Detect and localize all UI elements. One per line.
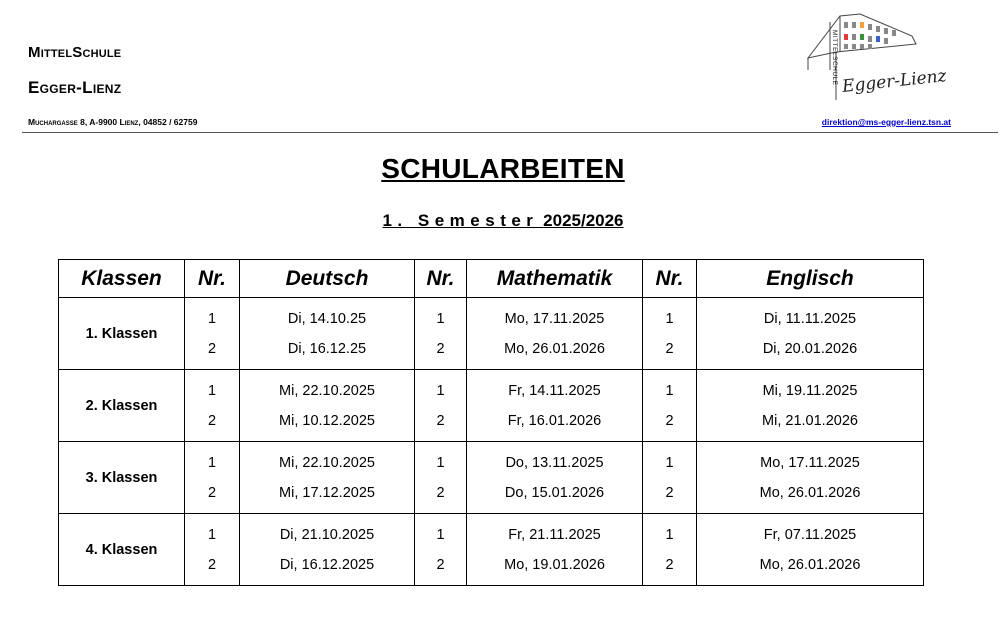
- deutsch-cell: Mi, 22.10.2025 Mi, 10.12.2025: [240, 370, 415, 442]
- school-year: 2025/2026: [543, 211, 624, 230]
- header-deutsch: Deutsch: [240, 260, 415, 298]
- nr-cell: 1 2: [185, 514, 240, 586]
- header-nr: Nr.: [643, 260, 697, 298]
- table-row: [59, 370, 924, 442]
- table-header-row: [59, 260, 924, 298]
- klasse-cell: 4. Klassen: [59, 514, 185, 586]
- header-divider: [22, 132, 998, 133]
- deutsch-cell: Mi, 22.10.2025 Mi, 17.12.2025: [240, 442, 415, 514]
- page-subtitle: [0, 211, 1006, 231]
- mathematik-cell: Fr, 14.11.2025 Fr, 16.01.2026: [467, 370, 643, 442]
- header-nr: Nr.: [185, 260, 240, 298]
- nr-cell: 1 2: [643, 298, 697, 370]
- englisch-cell: Di, 11.11.2025 Di, 20.01.2026: [697, 298, 924, 370]
- englisch-cell: Fr, 07.11.2025 Mo, 26.01.2026: [697, 514, 924, 586]
- nr-cell: 1 2: [643, 514, 697, 586]
- logo-side-text: MITTELSCHULE: [831, 30, 838, 86]
- mathematik-cell: Mo, 17.11.2025 Mo, 26.01.2026: [467, 298, 643, 370]
- nr-cell: 1 2: [415, 298, 467, 370]
- table-row: [59, 442, 924, 514]
- header-englisch: Englisch: [697, 260, 924, 298]
- school-name-line2: Egger-Lienz: [28, 78, 122, 97]
- klasse-cell: 3. Klassen: [59, 442, 185, 514]
- nr-cell: 1 2: [185, 298, 240, 370]
- page-title: SCHULARBEITEN: [381, 153, 625, 184]
- semester-label: 1. Semester: [382, 211, 539, 230]
- header-mathematik: Mathematik: [467, 260, 643, 298]
- mathematik-cell: Do, 13.11.2025 Do, 15.01.2026: [467, 442, 643, 514]
- table-row: [59, 514, 924, 586]
- mathematik-cell: Fr, 21.11.2025 Mo, 19.01.2026: [467, 514, 643, 586]
- nr-cell: 1 2: [643, 442, 697, 514]
- nr-cell: 1 2: [185, 442, 240, 514]
- logo-signature: Egger-Lienz: [841, 66, 948, 97]
- klasse-cell: 1. Klassen: [59, 298, 185, 370]
- header-klassen: Klassen: [59, 260, 185, 298]
- nr-cell: 1 2: [415, 514, 467, 586]
- nr-cell: 1 2: [415, 370, 467, 442]
- school-name-line1: MittelSchule: [28, 44, 122, 61]
- school-address: Muchargasse 8, A-9900 Lienz, 04852 / 62759: [28, 117, 198, 127]
- nr-cell: 1 2: [185, 370, 240, 442]
- englisch-cell: Mo, 17.11.2025 Mo, 26.01.2026: [697, 442, 924, 514]
- school-logo: [800, 8, 948, 108]
- exam-schedule-table: [58, 259, 924, 586]
- nr-cell: 1 2: [643, 370, 697, 442]
- nr-cell: 1 2: [415, 442, 467, 514]
- header-nr: Nr.: [415, 260, 467, 298]
- table-row: [59, 298, 924, 370]
- letterhead: [0, 0, 1006, 134]
- deutsch-cell: Di, 21.10.2025 Di, 16.12.2025: [240, 514, 415, 586]
- englisch-cell: Mi, 19.11.2025 Mi, 21.01.2026: [697, 370, 924, 442]
- deutsch-cell: Di, 14.10.25 Di, 16.12.25: [240, 298, 415, 370]
- klasse-cell: 2. Klassen: [59, 370, 185, 442]
- email-link[interactable]: direktion@ms-egger-lienz.tsn.at: [821, 117, 951, 127]
